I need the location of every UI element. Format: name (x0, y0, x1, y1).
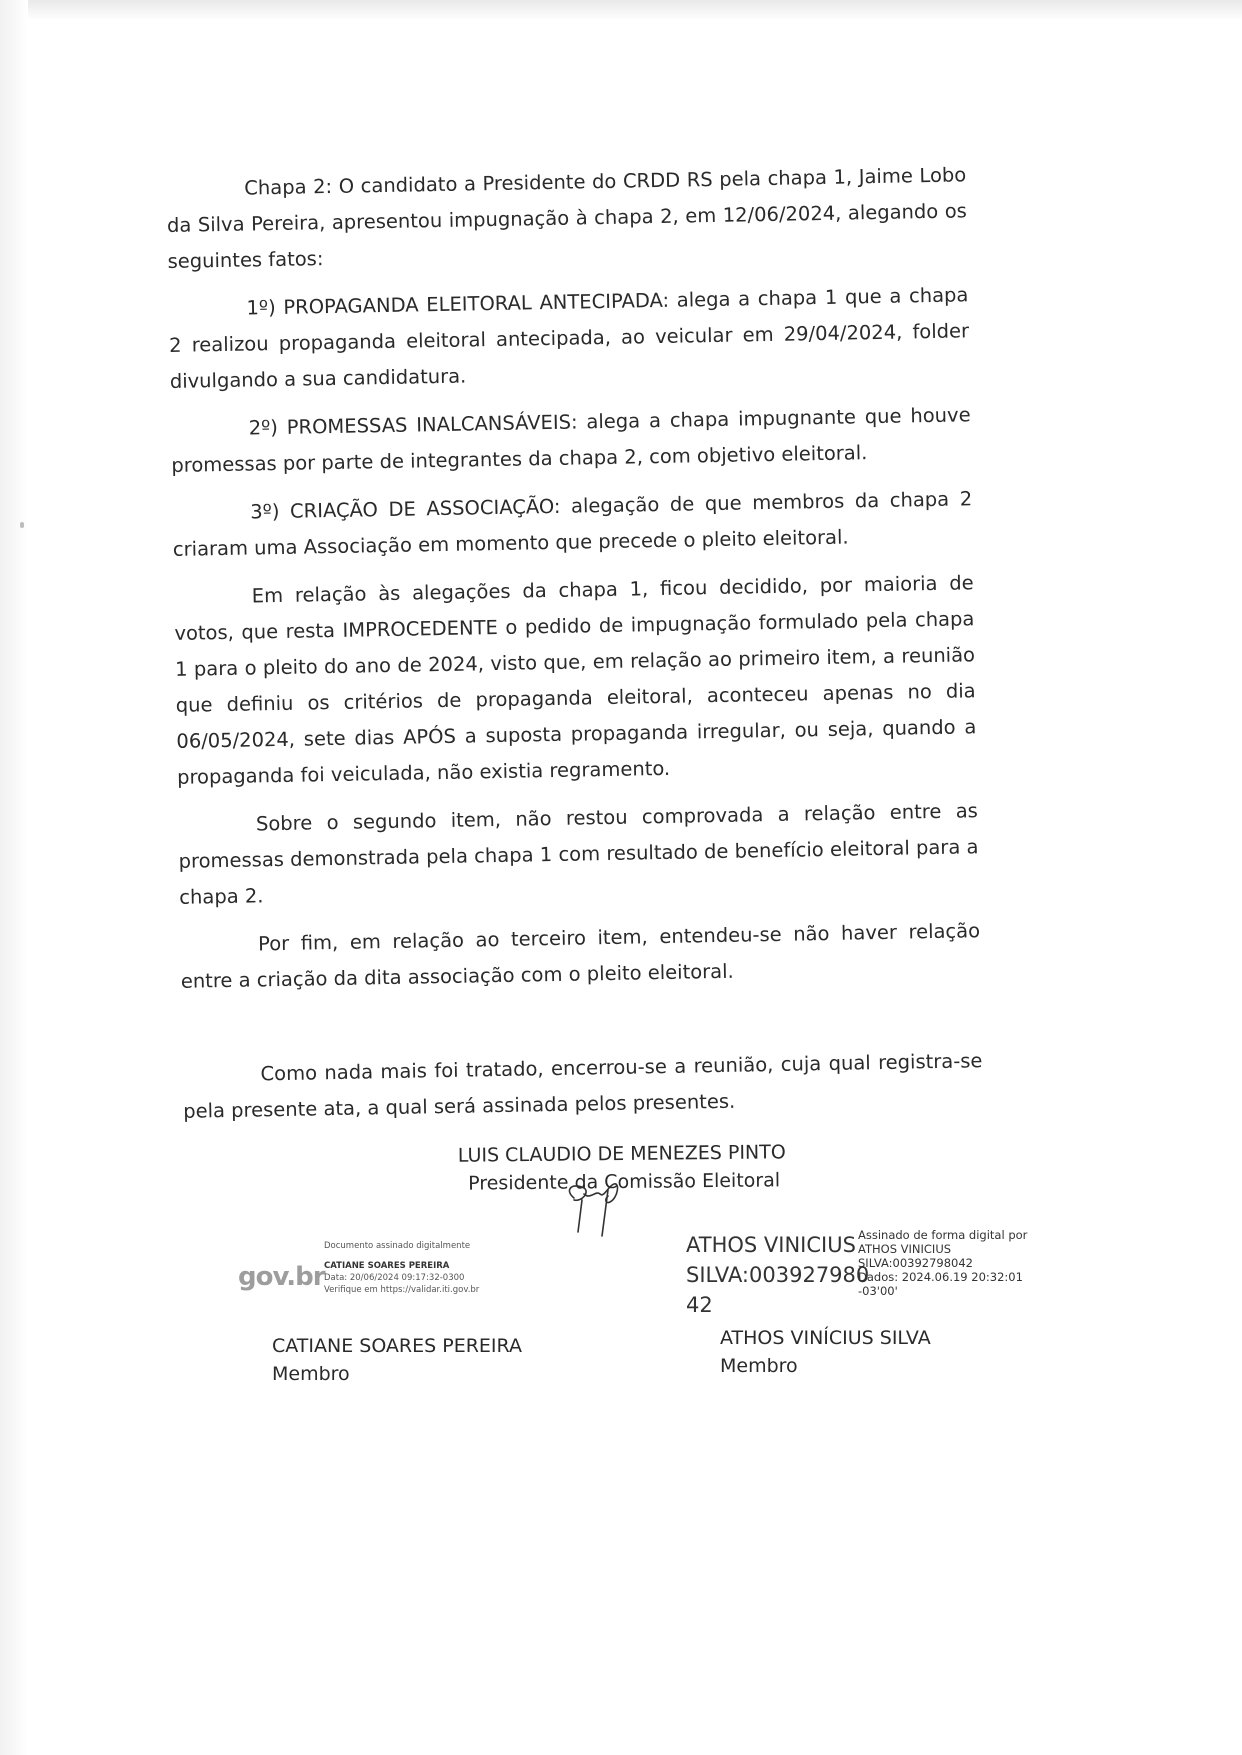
paragraph-chapa2-intro: Chapa 2: O candidato a Presidente do CRDD RS pela chapa 1, Jaime Lobo da Silva Pereira, apresentou impugnação à chapa 2, em 12/06/2024, alegando os seguintes fatos: (166, 163, 968, 273)
athos-name-line-1: ATHOS VINICIUS (686, 1233, 856, 1257)
scan-left-shadow (0, 0, 28, 1755)
athos-name-line-2: SILVA:003927980 (686, 1263, 870, 1287)
paragraph-second-item: Sobre o segundo item, não restou comprovada a relação entre as promessas demonstrada pela chapa 1 com resultado de benefício eleitoral para a chapa 2. (178, 799, 979, 909)
govbr-stamp-text (324, 1240, 479, 1296)
paragraph-third-item: Por fim, em relação ao terceiro item, entendeu-se não haver relação entre a criação da dita associação com o pleito eleitoral. (180, 919, 981, 993)
member-name: ATHOS VINÍCIUS SILVA (720, 1327, 931, 1349)
athos-meta-line-3: SILVA:00392798042 (858, 1256, 973, 1270)
member-athos-block (720, 1324, 931, 1380)
member-name: CATIANE SOARES PEREIRA (272, 1335, 522, 1357)
paragraph-item-3: 3º) CRIAÇÃO DE ASSOCIAÇÃO: alegação de que membros da chapa 2 criaram uma Associação em momento que precede o pleito eleitoral. (172, 487, 973, 561)
athos-meta-line-5: -03'00' (858, 1284, 898, 1298)
handwritten-signature (560, 1180, 640, 1240)
president-role: Presidente da Comissão Eleitoral (468, 1169, 781, 1195)
athos-meta-line-2: ATHOS VINICIUS (858, 1242, 952, 1256)
scan-top-edge (0, 0, 1242, 20)
govbr-logo: gov.br (238, 1262, 325, 1292)
member-catiane-block (272, 1332, 522, 1388)
govbr-stamp-date: Data: 20/06/2024 09:17:32-0300 (324, 1273, 465, 1283)
member-role: Membro (720, 1355, 798, 1377)
athos-meta-line-4: Dados: 2024.06.19 20:32:01 (858, 1270, 1023, 1284)
athos-name-line-3: 42 (686, 1293, 713, 1317)
president-name: LUIS CLAUDIO DE MENEZES PINTO (457, 1141, 786, 1167)
paragraph-closing: Como nada mais foi tratado, encerrou-se a reunião, cuja qual registra-se pela presente ata, a qual será assinada pelos presentes. (183, 1049, 983, 1123)
athos-digital-signature-details (858, 1228, 1027, 1298)
govbr-stamp-line1: Documento assinado digitalmente (324, 1241, 471, 1251)
document-body (166, 157, 984, 1141)
athos-meta-line-1: Assinado de forma digital por (858, 1228, 1028, 1242)
scan-speck (20, 522, 24, 528)
paragraph-decision: Em relação às alegações da chapa 1, ficou decidido, por maioria de votos, que resta IMPROCEDENTE o pedido de impugnação formulado pela chapa 1 para o pleito do ano de 2024, visto que, em relação ao primeiro item, a reunião que definiu os critérios de propaganda eleitoral, aconteceu apenas no dia 06/05/2024, sete dias APÓS a suposta propaganda irregular, ou seja, quando a propaganda foi veiculada, não existia regramento. (174, 571, 977, 789)
govbr-signature-stamp (238, 1240, 518, 1304)
member-role: Membro (272, 1363, 350, 1385)
athos-digital-signature-name (686, 1230, 869, 1320)
govbr-stamp-signer: CATIANE SOARES PEREIRA (324, 1261, 450, 1271)
govbr-stamp-verify: Verifique em https://validar.iti.gov.br (324, 1285, 480, 1295)
paragraph-item-1: 1º) PROPAGANDA ELEITORAL ANTECIPADA: alega a chapa 1 que a chapa 2 realizou propaganda eleitoral antecipada, ao veicular em 29/04/2024, folder divulgando a sua candidatura. (168, 283, 970, 393)
paragraph-item-2: 2º) PROMESSAS INALCANSÁVEIS: alega a chapa impugnante que houve promessas por parte de integrantes da chapa 2, com objetivo eleitoral. (171, 403, 971, 477)
